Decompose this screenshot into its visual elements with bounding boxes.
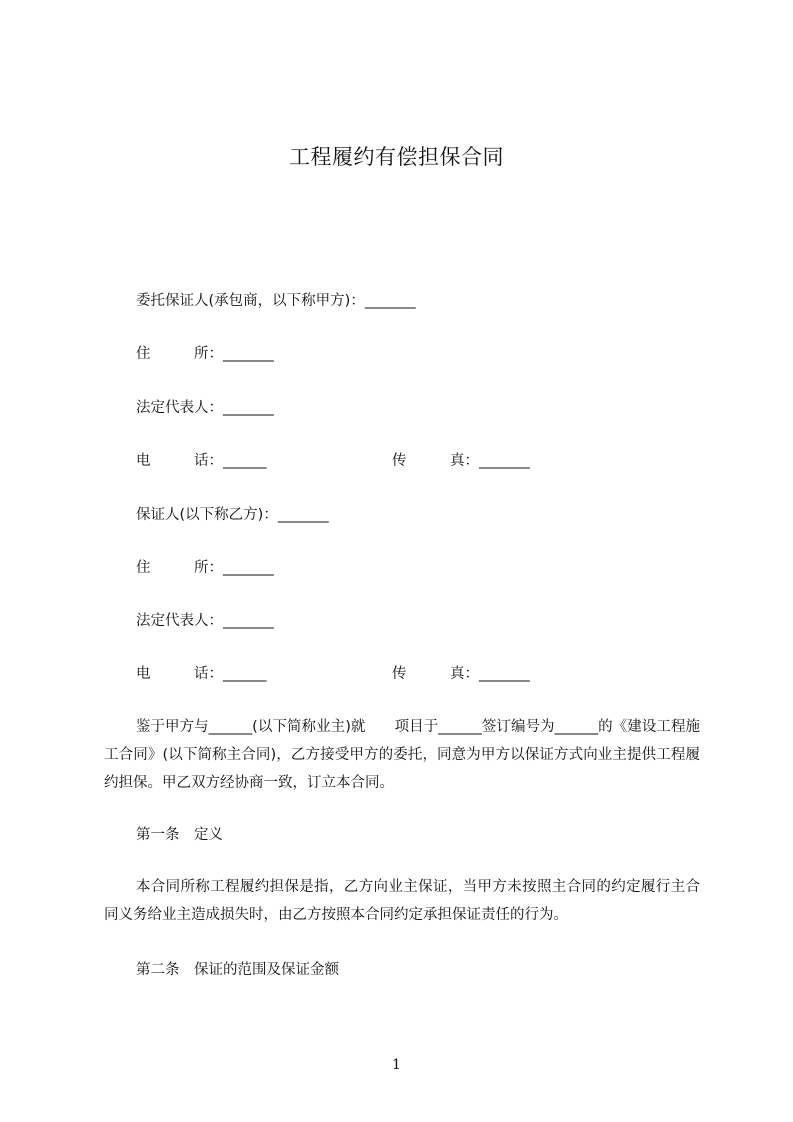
party-b-header: 保证人(以下称乙方)：_______ <box>136 507 329 523</box>
document-title: 工程履约有偿担保合同 <box>289 145 504 169</box>
party-a-fax: 传 真：_______ <box>392 453 530 469</box>
party-b-fax: 传 真：_______ <box>392 666 530 682</box>
party-b-legal-rep: 法定代表人：_______ <box>136 613 274 629</box>
party-a-header: 委托保证人(承包商，以下称甲方)：_______ <box>136 293 416 309</box>
party-b-address: 住 所：_______ <box>136 560 274 576</box>
recital-paragraph <box>104 713 700 797</box>
article-1-body <box>104 873 700 929</box>
recital-text: 鉴于甲方与______(以下简称业主)就 项目于______签订编号为______的《建设工程施工合同》(以下简称主合同)，乙方接受甲方的委托，同意为甲方以保证方式向业主提供工程履约担保。甲乙双方经协商一致，订立本合同。 <box>104 719 700 791</box>
article-1-text: 本合同所称工程履约担保是指，乙方向业主保证，当甲方未按照主合同的约定履行主合同义务给业主造成损失时，由乙方按照本合同约定承担保证责任的行为。 <box>104 879 700 923</box>
article-2-heading: 第二条 保证的范围及保证金额 <box>136 962 339 978</box>
page-number: 1 <box>392 1057 401 1073</box>
article-1-heading: 第一条 定义 <box>136 827 223 843</box>
party-b-phone: 电 话：______ <box>136 666 267 682</box>
party-a-phone: 电 话：______ <box>136 453 267 469</box>
party-a-address: 住 所：_______ <box>136 346 274 362</box>
party-a-legal-rep: 法定代表人：_______ <box>136 400 274 416</box>
